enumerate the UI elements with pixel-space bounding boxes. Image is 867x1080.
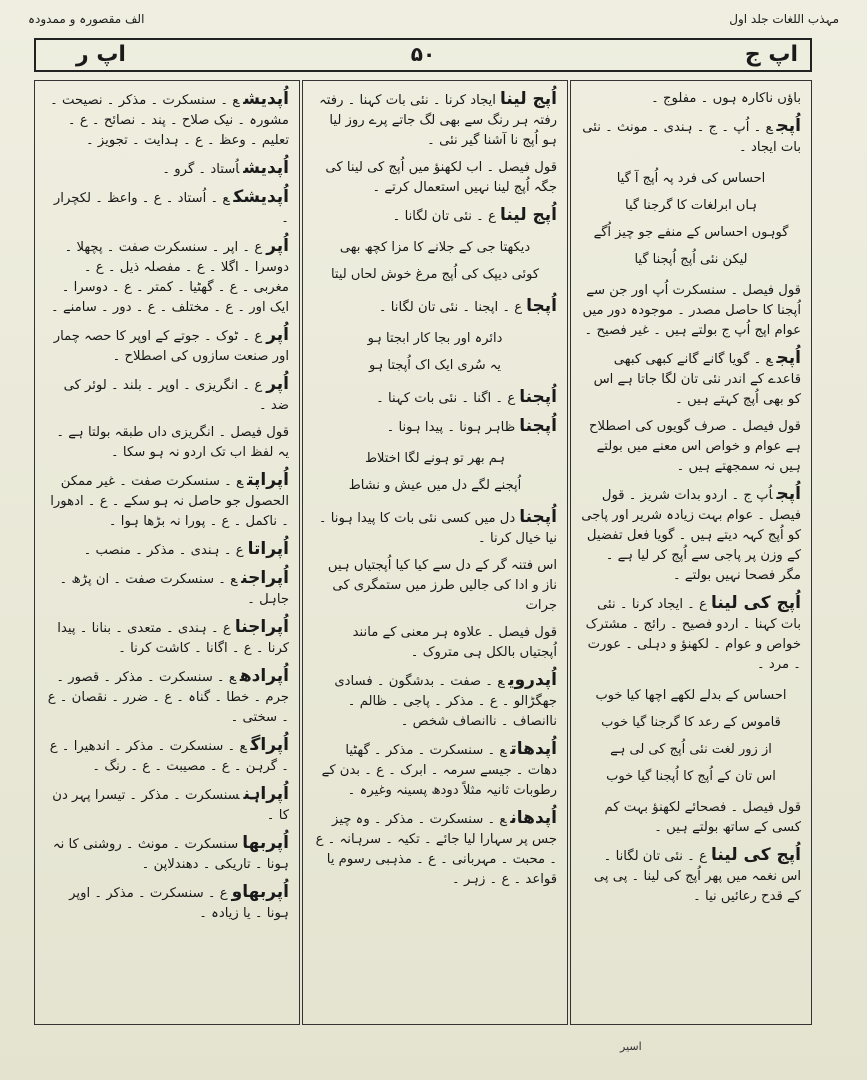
verse-line: یہ سُری ایک اک اُپجتا ہو <box>368 358 502 373</box>
dictionary-entry <box>313 416 557 438</box>
entry-definition: دل میں کسی نئی بات کا پیدا ہونا ۔ نیا خیال کرنا ۔ <box>318 511 557 546</box>
entry-definition: ع ۔ سنسکرت صفت ۔ غیر ممکن الحصول جو حاصل نہ ہو سکے ۔ ع ۔ ادھورا ۔ ناکمل ۔ ع ۔ پورا نہ بڑھا ہوا ۔ <box>50 474 289 529</box>
verse-block <box>581 165 801 273</box>
entry-headword: اُپر <box>266 374 289 394</box>
dictionary-entry <box>313 670 557 732</box>
dictionary-entry <box>581 845 801 907</box>
entry-definition: ع ۔ اپجنا ۔ نئی تان لگانا ۔ <box>378 300 523 315</box>
entry-headword: اُپجا <box>526 296 557 316</box>
dictionary-entry <box>45 666 289 728</box>
dictionary-entry <box>45 423 289 463</box>
entry-headword: اُپدھات <box>510 739 557 759</box>
entry-definition: ع ۔ اُپ ۔ ج ۔ ہندی ۔ مونث ۔ نئی بات ایجاد ۔ <box>582 120 801 155</box>
entry-headword: اُپراہن <box>243 784 289 804</box>
dictionary-entry <box>45 89 289 151</box>
entry-definition: ع ۔ سنسکرت صفت ۔ ان پڑھ ۔ جاہل ۔ <box>59 572 289 607</box>
verse-line: اس تان کے اُپج کا اُپجنا گیا خوب <box>606 769 776 784</box>
verse-line: ہاں ابرلغات کا گرجنا گیا <box>625 198 757 213</box>
entry-headword: اُپج لینا <box>499 205 557 225</box>
dictionary-entry <box>45 617 289 659</box>
running-head-left: الف مقصورہ و ممدودہ <box>28 12 145 26</box>
entry-headword: اُپراپت <box>247 470 289 490</box>
entry-headword: اُپج <box>776 116 801 136</box>
dictionary-entry <box>313 205 557 227</box>
dictionary-entry <box>45 568 289 610</box>
entry-definition: قول فیصل ۔ سنسکرت اُپ اور جن سے اُپجنا کا حاصل مصدر ۔ موجودہ دور میں عوام اپج اُپ ج بولتے ہیں ۔ غیر فصیح ۔ <box>582 283 801 338</box>
entry-headword: اُپر <box>266 325 289 345</box>
entry-headword: اُپر <box>266 236 289 256</box>
dictionary-entry <box>45 470 289 532</box>
dictionary-entry <box>45 158 289 180</box>
entry-definition: ایجاد کرنا ۔ نئی بات کہنا ۔ رفتہ رفتہ ہر رنگ سے بھی لگ جاتے پرے روز لیا ہو اُپج نا آشنا گیر نئی ۔ <box>319 93 557 148</box>
dictionary-entry <box>581 281 801 341</box>
entry-definition: قول فیصل ۔ فصحائے لکھنؤ بہت کم کسی کے ساتھ بولتے ہیں ۔ <box>604 800 801 835</box>
entry-headword: اُپدھان <box>510 808 557 828</box>
entry-headword: اُپربھاو <box>231 882 289 902</box>
dictionary-entry <box>45 325 289 367</box>
entry-headword: اُپج کی لینا <box>710 593 801 613</box>
entry-definition: ع ۔ اُستاد ۔ ع ۔ واعظ ۔ لکچرار ۔ <box>53 191 289 226</box>
entry-headword: اُپربھا <box>242 833 289 853</box>
dictionary-entry <box>45 784 289 826</box>
entry-definition: ع ۔ سنسکرت ۔ مذکر ۔ اوپر ہونا ۔ یا زیادہ ۔ <box>69 886 289 921</box>
verse-line: از زور لغت نئی اُپج کی لی ہے <box>610 742 772 757</box>
dictionary-entry <box>45 187 289 229</box>
verse-line: احساس کے بدلے لکھے اچھا کیا خوب <box>595 688 787 703</box>
header-left-letters: اپ ر <box>76 42 126 67</box>
page-header-box <box>34 38 812 72</box>
footer-mark: اسیر <box>620 1040 642 1053</box>
entry-definition: قول فیصل ۔ علاوہ ہر معنی کے مانند اُپجتیاں بالکل ہی متروک ۔ <box>352 625 557 660</box>
verse-line: احساس کی فرد پہ اُپج آ گیا <box>616 171 766 186</box>
dictionary-entry <box>581 593 801 675</box>
dictionary-entry <box>313 507 557 549</box>
entry-definition: ع ۔ ہندی ۔ متعدی ۔ بنانا ۔ پیدا کرنا ۔ ع ۔ اگانا ۔ کاشت کرنا ۔ <box>57 621 289 656</box>
entry-definition: ع ۔ نئی تان لگانا ۔ اس نغمہ میں پھر اُپج کی لینا ۔ پی پی کے قدح رعائیں نیا ۔ <box>593 849 801 904</box>
entry-definition: ع ۔ سنسکرت ۔ مذکر ۔ گھٹیا دھات ۔ جیسے سرمہ ۔ ابرک ۔ ع ۔ بدن کے رطوبات ثانیہ مثلاً دودھ پسینہ وغیرہ ۔ <box>321 743 557 798</box>
verse-line: اُپجنے لگے دل میں عیش و نشاط <box>348 478 522 493</box>
entry-headword: اُپج لینا <box>499 89 557 109</box>
dictionary-entry <box>45 236 289 318</box>
dictionary-entry <box>313 89 557 151</box>
verse-line: دیکھتا جی کے جلانے کا مزا کچھ بھی <box>339 240 531 255</box>
entry-definition: قول فیصل ۔ اب لکھنؤ میں اُپج کی لینا کی جگہ اُپج لینا نہیں استعمال کرتے ۔ <box>325 160 557 195</box>
entry-definition: ع ۔ سنسکرت ۔ مذکر ۔ نصیحت ۔ مشورہ ۔ نیک صلاح ۔ پند ۔ نصائح ۔ ع ۔ تعلیم ۔ وعظ ۔ ع ۔ ہدایت ۔ تجویز ۔ <box>50 93 289 148</box>
entry-headword: اُپراجن <box>241 568 289 588</box>
entry-definition: ع ۔ نئی تان لگانا ۔ <box>392 209 496 224</box>
column-right <box>570 80 812 1025</box>
dictionary-entry <box>45 882 289 924</box>
dictionary-entry <box>45 735 289 777</box>
entry-headword: اُپج کی لینا <box>710 845 801 865</box>
verse-line: قاموس کے رعد کا گرجنا گیا خوب <box>601 715 781 730</box>
entry-definition: سنسکرت ۔ مونث ۔ روشنی کا نہ ہونا ۔ تاریکی ۔ دھندلاپن ۔ <box>52 837 289 872</box>
verse-block <box>313 445 557 499</box>
entry-definition: اُپ ج ۔ اردو بدات شریز ۔ قول فیصل ۔ عوام بہت زیادہ شریر اور پاجی کو اُپج کہہ دیتے ہیں ۔ گویا فعل تفضیل کے وزن پر پاجی سے اُپج کر لیا ہے ۔ مگر فصحا نہیں بولتے ۔ <box>581 488 801 583</box>
entry-headword: اُپراجنا <box>234 617 289 637</box>
entry-definition: ع ۔ صفت ۔ بدشگون ۔ فسادی جھگڑالو ۔ ع ۔ مذکر ۔ پاجی ۔ ظالم ۔ ناانصاف ۔ ناانصاف شخص ۔ <box>334 674 557 729</box>
dictionary-entry <box>313 623 557 663</box>
entry-headword: اُپدیش <box>243 158 289 178</box>
dictionary-entry <box>45 539 289 561</box>
entry-definition: ظاہر ہونا ۔ پیدا ہونا ۔ <box>386 420 516 435</box>
entry-headword: اُپدیشک <box>233 187 289 207</box>
dictionary-entry <box>313 808 557 890</box>
entry-definition: باؤں ناکارہ ہوں ۔ مفلوج ۔ <box>651 91 801 106</box>
column-left <box>34 80 300 1025</box>
entry-headword: اُپراتا <box>247 539 289 559</box>
entry-definition: اُستاد ۔ گرو ۔ <box>162 162 240 177</box>
verse-line: دائرہ اور بجا کار ابجتا ہو <box>367 331 503 346</box>
column-middle <box>302 80 568 1025</box>
verse-block <box>313 325 557 379</box>
entry-headword: اُپجنا <box>519 507 557 527</box>
dictionary-entry <box>313 158 557 198</box>
dictionary-entry <box>581 348 801 410</box>
verse-line: ہم بھر تو ہونے لگا اختلاط <box>364 451 506 466</box>
verse-block <box>313 234 557 288</box>
entry-definition: ع ۔ سنسکرت ۔ مذکر ۔ وہ چیز جس پر سہارا لیا جائے ۔ تکیہ ۔ سرہانہ ۔ ع ۔ محبت ۔ مہربانی ۔ ع ۔ مذہبی رسوم یا قواعد ۔ ع ۔ زہر ۔ <box>315 812 557 887</box>
entry-headword: اُپراگ <box>250 735 289 755</box>
entry-definition: قول فیصل ۔ صرف گویوں کی اصطلاح ہے عوام و خواص اس معنے میں بولتے ہیں نہ سمجھتے ہیں ۔ <box>588 419 801 474</box>
entry-definition: ع ۔ انگریزی ۔ اوپر ۔ بلند ۔ لوئر کی ضد ۔ <box>63 378 289 413</box>
entry-headword: اُپرادھ <box>239 666 289 686</box>
entry-definition: سنسکرت ۔ مذکر ۔ تیسرا پہر دن کا ۔ <box>52 788 289 823</box>
entry-headword: اُپجنا <box>519 387 557 407</box>
verse-line: لیکن نئی اُپج اُپجنا گیا <box>634 252 748 267</box>
dictionary-entry <box>581 89 801 109</box>
entry-definition: اس فتنہ گر کے دل سے کیا کیا اُپجتیاں ہیں ناز و ادا کی جالیں طرز میں ستمگری کی جرات <box>327 558 557 613</box>
entry-definition: ع ۔ گویا گانے گانے کبھی کبھی قاعدے کے اندر نئی تان لگا جاتا ہے اس کو بھی اُپج کہتے ہیں ۔ <box>593 352 801 407</box>
entry-definition: ع ۔ سنسکرت ۔ مذکر ۔ اندھیرا ۔ ع ۔ گرہن ۔ ع ۔ مصیبت ۔ ع ۔ رنگ ۔ <box>49 739 289 774</box>
dictionary-entry <box>313 296 557 318</box>
entry-headword: اُپدیش <box>243 89 289 109</box>
dictionary-entry <box>45 374 289 416</box>
entry-definition: ع ۔ سنسکرت ۔ مذکر ۔ قصور ۔ جرم ۔ خطا ۔ گناہ ۔ ع ۔ ضرر ۔ نقصان ۔ ع ۔ سختی ۔ <box>47 670 289 725</box>
entry-definition: ع ۔ اگنا ۔ نئی بات کہنا ۔ <box>376 391 516 406</box>
entry-definition: ع ۔ ٹوک ۔ جوتے کے اوپر کا حصہ چمار اور صنعت سازوں کی اصطلاح ۔ <box>53 329 289 364</box>
dictionary-entry <box>581 484 801 586</box>
entry-headword: اُپجنا <box>519 416 557 436</box>
verse-line: کوئی دیپک کی اُپج مرغ خوش لحاں لیتا <box>330 267 540 282</box>
dictionary-entry <box>581 417 801 477</box>
header-right-letters: اپ ج <box>744 42 798 67</box>
entry-definition: ع ۔ اپر ۔ سنسکرت صفت ۔ پچھلا ۔ دوسرا ۔ اگلا ۔ ع ۔ مفصلہ ذیل ۔ ع ۔ مغربی ۔ ع ۔ گھٹیا ۔ کمتر ۔ ع ۔ دوسرا ۔ ایک اور ۔ ع ۔ مختلف ۔ ع ۔ دور ۔ سامنے ۔ <box>51 240 289 315</box>
entry-headword: اُپج <box>776 348 801 368</box>
entry-headword: اُپدروی <box>508 670 557 690</box>
verse-block <box>581 682 801 790</box>
entry-headword: اُپج <box>776 484 801 504</box>
dictionary-entry <box>581 116 801 158</box>
dictionary-entry <box>313 556 557 616</box>
entry-definition: ع ۔ ایجاد کرنا ۔ نئی بات کہنا ۔ اردو فصیح ۔ رائج ۔ مشترک خواص و عوام ۔ لکھنؤ و دہلی ۔ عورت ۔ مرد ۔ <box>585 597 801 672</box>
running-head-right: مہذب اللغات جلد اول <box>729 12 839 26</box>
dictionary-entry <box>581 798 801 838</box>
dictionary-entry <box>313 739 557 801</box>
entry-definition: قول فیصل ۔ انگریزی داں طبقہ بولتا ہے ۔ یہ لفظ اب تک اردو نہ ہو سکا ۔ <box>56 425 289 460</box>
dictionary-entry <box>45 833 289 875</box>
dictionary-entry <box>313 387 557 409</box>
entry-definition: ع ۔ ہندی ۔ مذکر ۔ منصب ۔ <box>83 543 244 558</box>
page-number: ۵۰ <box>410 42 436 66</box>
verse-line: گوہوں احساس کے منفے جو چیز اُگے <box>593 225 789 240</box>
